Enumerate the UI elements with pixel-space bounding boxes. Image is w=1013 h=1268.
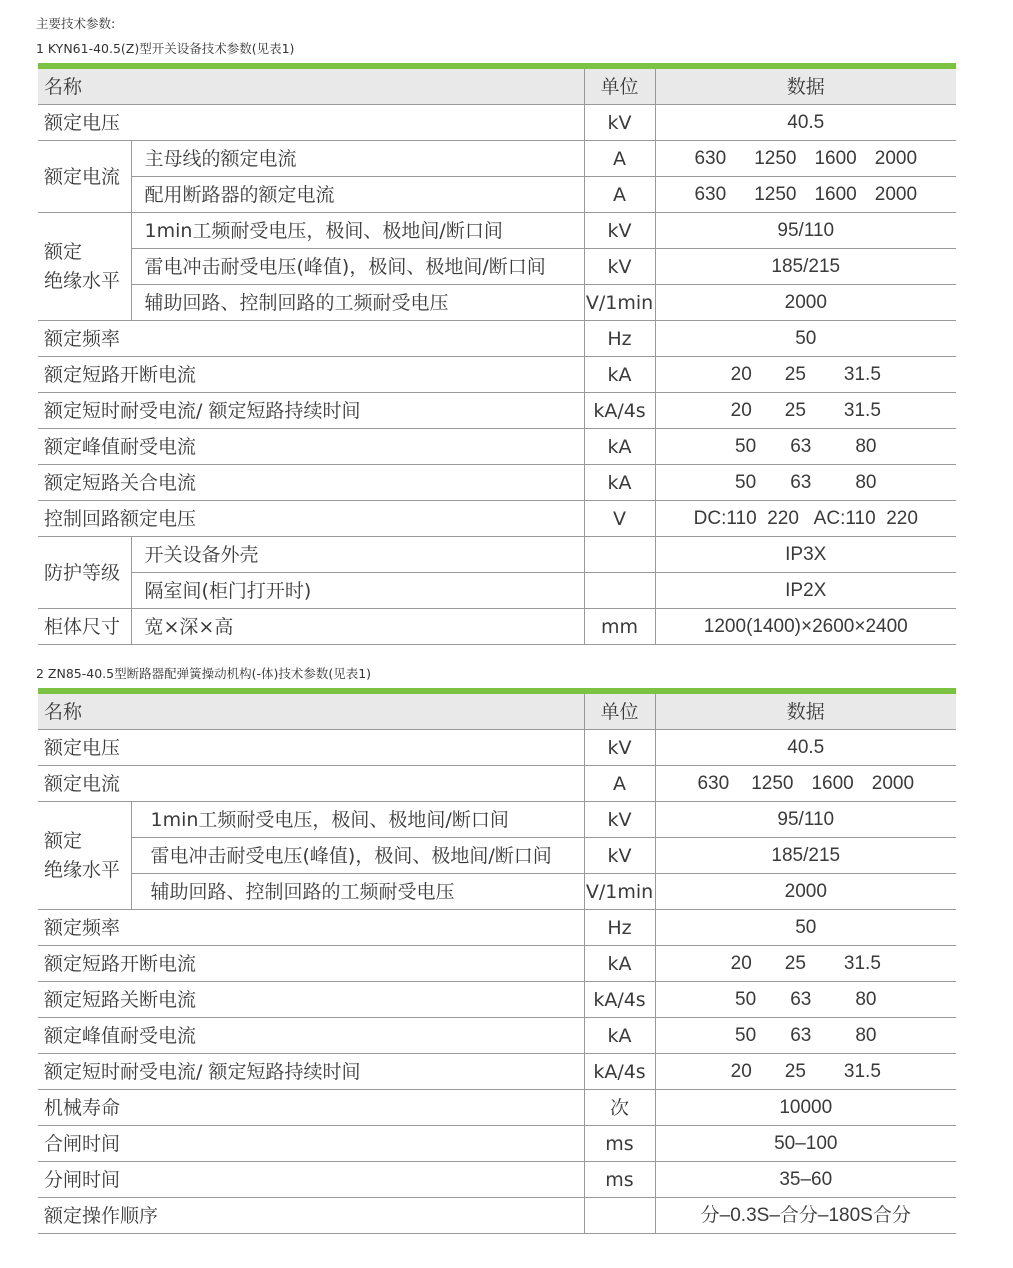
value-item: 50 (735, 435, 757, 457)
header-name: 名称 (38, 69, 584, 105)
table-row (38, 730, 956, 766)
table-row (38, 285, 956, 321)
table-row (38, 766, 956, 802)
table-row (38, 838, 956, 874)
row-name: 额定峰值耐受电流 (38, 1018, 584, 1054)
value-item: 630 (697, 772, 730, 794)
table-row (38, 874, 956, 910)
value-item: 1600 (811, 772, 854, 794)
row-unit (584, 1198, 655, 1234)
row-value (655, 177, 956, 213)
group-name-line1: 额定 (44, 829, 83, 852)
row-name: 额定频率 (38, 910, 584, 946)
row-value: 分–0.3S–合分–180S合分 (655, 1198, 956, 1234)
row-unit: kV (584, 105, 655, 141)
row-unit: Hz (584, 321, 655, 357)
row-value: 2000 (655, 874, 956, 910)
value-item: 1600 (814, 183, 857, 205)
row-unit: kA (584, 357, 655, 393)
table2 (38, 694, 956, 1234)
row-value: 40.5 (655, 105, 956, 141)
row-value: 50–100 (655, 1126, 956, 1162)
row-name: 合闸时间 (38, 1126, 584, 1162)
row-unit: kA (584, 946, 655, 982)
row-name: 额定短路开断电流 (38, 946, 584, 982)
row-name: 雷电冲击耐受电压(峰值)，极间、极地间/断口间 (131, 838, 584, 874)
table1 (38, 69, 956, 645)
row-unit: kA/4s (584, 393, 655, 429)
row-value: IP2X (655, 573, 956, 609)
table-row (38, 537, 956, 573)
value-item: 31.5 (843, 399, 881, 421)
table-row (38, 1054, 956, 1090)
table-row (38, 609, 956, 645)
row-unit (584, 537, 655, 573)
group-name: 额定电流 (38, 141, 131, 213)
table1-caption: 1 KYN61-40.5(Z)型开关设备技术参数(见表1) (36, 41, 295, 56)
value-item: 1250 (754, 147, 797, 169)
table-row (38, 946, 956, 982)
row-name: 额定电流 (38, 766, 584, 802)
row-unit: kA (584, 429, 655, 465)
value-item: 630 (694, 147, 727, 169)
row-name: 辅助回路、控制回路的工频耐受电压 (131, 874, 584, 910)
group-name-line2: 绝缘水平 (44, 269, 121, 292)
table-row (38, 429, 956, 465)
table-row (38, 141, 956, 177)
row-name: 额定短路开断电流 (38, 357, 584, 393)
group-name-line1: 额定 (44, 240, 83, 263)
group-name (38, 213, 131, 321)
value-item: 63 (790, 471, 812, 493)
table-row (38, 1162, 956, 1198)
row-name: 额定频率 (38, 321, 584, 357)
row-unit (584, 573, 655, 609)
row-name: 额定操作顺序 (38, 1198, 584, 1234)
header-value: 数据 (655, 69, 956, 105)
value-item: 1250 (754, 183, 797, 205)
intro-text: 主要技术参数: (36, 16, 116, 31)
row-name: 额定峰值耐受电流 (38, 429, 584, 465)
row-unit: kV (584, 802, 655, 838)
row-value: 1200(1400)×2600×2400 (655, 609, 956, 645)
table-row (38, 982, 956, 1018)
row-value (655, 393, 956, 429)
table-row (38, 213, 956, 249)
value-item: 25 (784, 952, 806, 974)
group-name: 防护等级 (38, 537, 131, 609)
row-unit: kA (584, 465, 655, 501)
row-unit: ms (584, 1126, 655, 1162)
value-item: 2000 (874, 147, 918, 169)
row-name: 额定短时耐受电流/ 额定短路持续时间 (38, 1054, 584, 1090)
row-unit: V/1min (584, 874, 655, 910)
value-item: 31.5 (843, 1060, 881, 1082)
table-row (38, 1018, 956, 1054)
value-item: 80 (855, 435, 877, 457)
row-value: DC:110 220 AC:110 220 (655, 501, 956, 537)
group-name-line2: 绝缘水平 (44, 858, 121, 881)
row-unit: Hz (584, 910, 655, 946)
row-value: 95/110 (655, 213, 956, 249)
table-row (38, 465, 956, 501)
value-item: 31.5 (843, 363, 881, 385)
table-row (38, 501, 956, 537)
value-item: 20 (730, 952, 752, 974)
row-value (655, 141, 956, 177)
value-item: 2000 (871, 772, 915, 794)
value-item: 20 (730, 1060, 752, 1082)
table-header-row (38, 694, 956, 730)
row-name: 主母线的额定电流 (131, 141, 584, 177)
row-name: 开关设备外壳 (131, 537, 584, 573)
value-item: 31.5 (843, 952, 881, 974)
row-value: IP3X (655, 537, 956, 573)
row-value (655, 465, 956, 501)
table-row (38, 802, 956, 838)
row-name: 额定短时耐受电流/ 额定短路持续时间 (38, 393, 584, 429)
table-row (38, 1126, 956, 1162)
value-item: 2000 (874, 183, 918, 205)
row-unit: A (584, 766, 655, 802)
row-unit: kA/4s (584, 1054, 655, 1090)
value-item: 63 (790, 988, 812, 1010)
value-item: 63 (790, 435, 812, 457)
row-name: 额定电压 (38, 105, 584, 141)
row-unit: V (584, 501, 655, 537)
table-row (38, 177, 956, 213)
row-value: 2000 (655, 285, 956, 321)
row-unit: 次 (584, 1090, 655, 1126)
row-value (655, 1018, 956, 1054)
table-row (38, 249, 956, 285)
row-name: 分闸时间 (38, 1162, 584, 1198)
row-value: 50 (655, 321, 956, 357)
table-header-row (38, 69, 956, 105)
row-unit: A (584, 141, 655, 177)
row-value: 10000 (655, 1090, 956, 1126)
row-unit: kV (584, 730, 655, 766)
row-value: 50 (655, 910, 956, 946)
row-unit: kV (584, 213, 655, 249)
value-item: 63 (790, 1024, 812, 1046)
row-name: 控制回路额定电压 (38, 501, 584, 537)
row-name: 隔室间(柜门打开时) (131, 573, 584, 609)
row-value: 95/110 (655, 802, 956, 838)
value-item: 630 (694, 183, 727, 205)
row-name: 机械寿命 (38, 1090, 584, 1126)
table-row (38, 910, 956, 946)
row-name: 柜体尺寸 (38, 609, 131, 645)
value-item: 80 (855, 988, 877, 1010)
value-item: 50 (735, 1024, 757, 1046)
header-unit: 单位 (584, 69, 655, 105)
value-item: 25 (784, 399, 806, 421)
row-name: 配用断路器的额定电流 (131, 177, 584, 213)
row-value: 185/215 (655, 838, 956, 874)
value-item: 80 (855, 1024, 877, 1046)
table-row (38, 1090, 956, 1126)
row-unit: kA (584, 1018, 655, 1054)
row-name: 1min工频耐受电压，极间、极地间/断口间 (131, 213, 584, 249)
table-row (38, 105, 956, 141)
table-row (38, 393, 956, 429)
row-value (655, 1054, 956, 1090)
value-item: 1600 (814, 147, 857, 169)
value-item: 25 (784, 1060, 806, 1082)
table-row (38, 321, 956, 357)
row-sub-name: 宽×深×高 (131, 609, 584, 645)
table-row (38, 573, 956, 609)
value-item: 20 (730, 363, 752, 385)
row-name: 额定电压 (38, 730, 584, 766)
row-name: 雷电冲击耐受电压(峰值)，极间、极地间/断口间 (131, 249, 584, 285)
row-unit: kV (584, 838, 655, 874)
header-unit: 单位 (584, 694, 655, 730)
row-unit: V/1min (584, 285, 655, 321)
table-row (38, 357, 956, 393)
row-value: 185/215 (655, 249, 956, 285)
value-item: 20 (730, 399, 752, 421)
value-item: 50 (735, 988, 757, 1010)
row-value: 40.5 (655, 730, 956, 766)
row-unit: kV (584, 249, 655, 285)
row-value (655, 766, 956, 802)
value-item: 25 (784, 363, 806, 385)
row-unit: kA/4s (584, 982, 655, 1018)
row-name: 1min工频耐受电压，极间、极地间/断口间 (131, 802, 584, 838)
row-name: 辅助回路、控制回路的工频耐受电压 (131, 285, 584, 321)
row-value (655, 357, 956, 393)
row-name: 额定短路关合电流 (38, 465, 584, 501)
row-value (655, 982, 956, 1018)
row-value (655, 429, 956, 465)
header-value: 数据 (655, 694, 956, 730)
table-row (38, 1198, 956, 1234)
header-name: 名称 (38, 694, 584, 730)
row-unit: A (584, 177, 655, 213)
row-value: 35–60 (655, 1162, 956, 1198)
row-unit: mm (584, 609, 655, 645)
table2-caption: 2 ZN85-40.5型断路器配弹簧操动机构(-体)技术参数(见表1) (36, 666, 372, 681)
value-item: 50 (735, 471, 757, 493)
value-item: 1250 (751, 772, 794, 794)
value-item: 80 (855, 471, 877, 493)
row-name: 额定短路关断电流 (38, 982, 584, 1018)
group-name (38, 802, 131, 910)
row-unit: ms (584, 1162, 655, 1198)
row-value (655, 946, 956, 982)
